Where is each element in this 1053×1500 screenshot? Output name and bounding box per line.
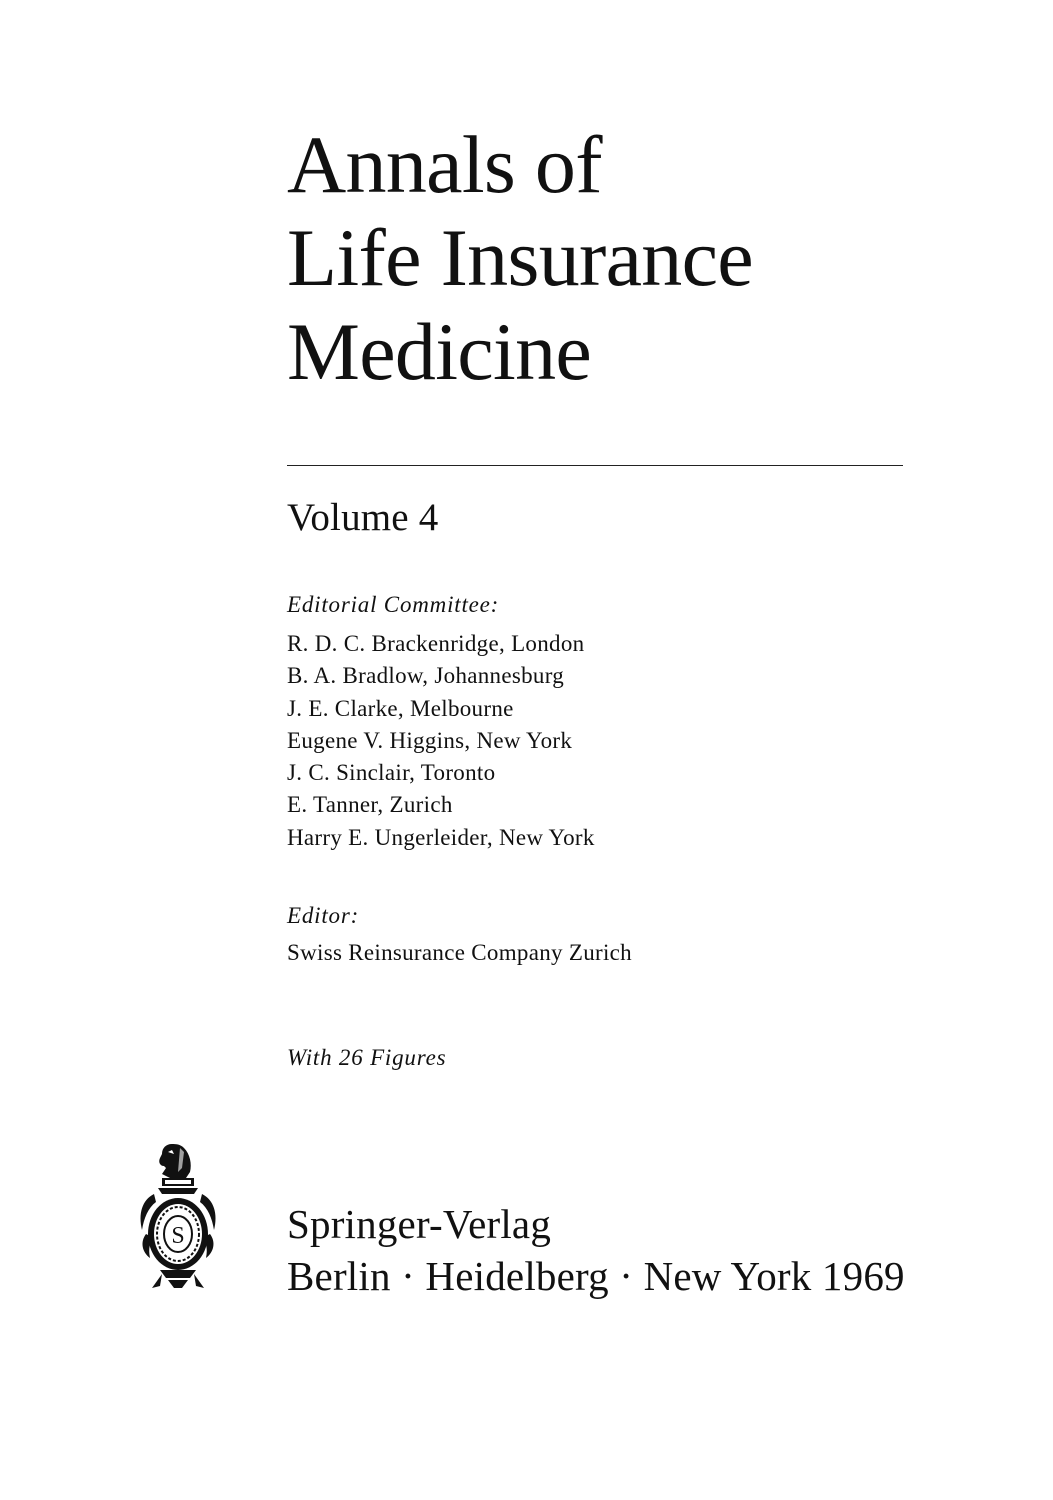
editor-label: Editor: xyxy=(287,903,360,928)
committee-member: E. Tanner, Zurich xyxy=(287,792,453,818)
committee-member: Harry E. Ungerleider, New York xyxy=(287,824,595,850)
committee-member: J. C. Sinclair, Toronto xyxy=(287,760,496,786)
publisher-name: Springer-Verlag xyxy=(287,1201,552,1247)
publisher-cities-year: Berlin · Heidelberg · New York 1969 xyxy=(287,1253,905,1299)
book-title-line-1: Annals of xyxy=(287,119,602,210)
committee-member: Eugene V. Higgins, New York xyxy=(287,727,573,753)
committee-member: J. E. Clarke, Melbourne xyxy=(287,695,514,721)
editor-name: Swiss Reinsurance Company Zurich xyxy=(287,940,632,965)
book-title-line-3: Medicine xyxy=(287,305,592,397)
volume-label: Volume 4 xyxy=(287,496,439,539)
logo-letter: S xyxy=(171,1223,185,1249)
title-divider xyxy=(287,465,903,466)
committee-member: B. A. Bradlow, Johannesburg xyxy=(287,663,565,689)
book-title-line-2: Life Insurance xyxy=(287,212,753,304)
editorial-committee-label: Editorial Committee: xyxy=(287,592,500,617)
figures-note: With 26 Figures xyxy=(287,1045,447,1070)
publisher-imprint xyxy=(287,1198,905,1302)
editorial-committee-list xyxy=(287,628,595,854)
book-title xyxy=(287,118,907,398)
springer-knight-emblem-icon xyxy=(132,1138,224,1298)
committee-member: R. D. C. Brackenridge, London xyxy=(287,631,585,656)
